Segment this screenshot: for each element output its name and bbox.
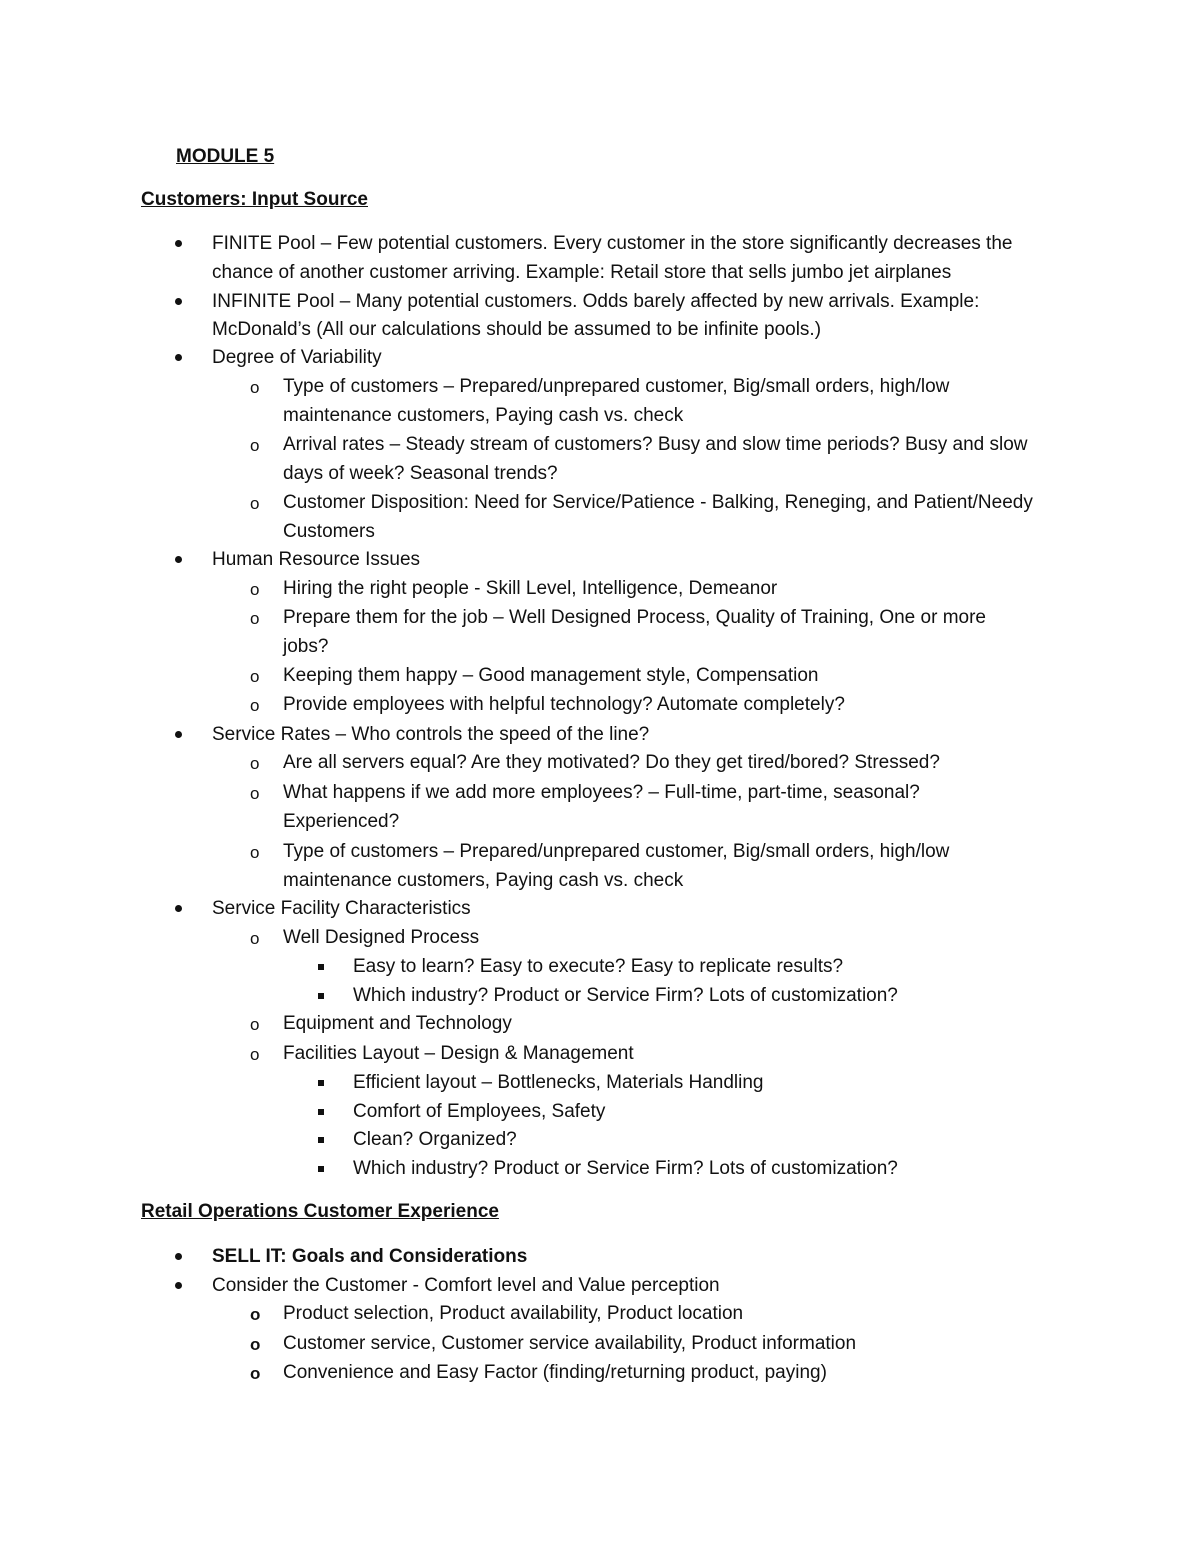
bullet-square (318, 1109, 324, 1115)
sub-item-process: Well Designed Process (283, 927, 480, 948)
bullet-square (318, 1080, 324, 1086)
bullet-circle: o (250, 929, 260, 948)
sub-sub-item-easy: Easy to learn? Easy to execute? Easy to replicate results? (353, 956, 844, 977)
list-item-finite-cont: chance of another customer arriving. Example: Retail store that sells jumbo jet airplanes (212, 262, 952, 283)
sub-item-disposition: Customer Disposition: Need for Service/Patience - Balking, Reneging, and Patient/Needy (283, 492, 1033, 513)
sub-item-type: Type of customers – Prepared/unprepared customer, Big/small orders, high/low (283, 376, 950, 397)
sub-sub-item-clean: Clean? Organized? (353, 1129, 517, 1150)
sub-item-service: Customer service, Customer service availability, Product information (283, 1333, 857, 1354)
bullet-disc (175, 905, 182, 912)
sub-item-prepare: Prepare them for the job – Well Designed Process, Quality of Training, One or more (283, 607, 986, 628)
bullet-disc (175, 1282, 182, 1289)
bullet-circle: o (250, 843, 260, 862)
bullet-disc (175, 240, 182, 247)
list-item-sell-it: SELL IT: Goals and Considerations (212, 1246, 528, 1267)
sub-item-disposition-cont: Customers (283, 521, 375, 542)
sub-item-convenience: Convenience and Easy Factor (finding/returning product, paying) (283, 1362, 827, 1383)
list-item-variability: Degree of Variability (212, 347, 382, 368)
bullet-circle: o (250, 667, 260, 686)
sub-item-equipment: Equipment and Technology (283, 1013, 512, 1034)
bullet-circle: o (250, 378, 260, 397)
list-item-consider: Consider the Customer - Comfort level and Value perception (212, 1275, 720, 1296)
list-item-hr: Human Resource Issues (212, 549, 421, 570)
sub-item-product: Product selection, Product availability, Product location (283, 1303, 744, 1324)
bullet-disc (175, 556, 182, 563)
sub-sub-item-industry-1: Which industry? Product or Service Firm? Lots of customization? (353, 985, 898, 1006)
bullet-circle: o (250, 696, 260, 715)
sub-item-prepare-cont: jobs? (283, 636, 329, 657)
bullet-disc (175, 1253, 182, 1260)
bullet-square (318, 993, 324, 999)
sub-item-arrival: Arrival rates – Steady stream of customers? Busy and slow time periods? Busy and slow (283, 434, 1028, 455)
bullet-disc (175, 354, 182, 361)
bullet-square (318, 1137, 324, 1143)
list-item-infinite: INFINITE Pool – Many potential customers. Odds barely affected by new arrivals. Example: (212, 291, 980, 312)
bullet-square (318, 964, 324, 970)
sub-item-hiring: Hiring the right people - Skill Level, Intelligence, Demeanor (283, 578, 778, 599)
bullet-circle: o (250, 609, 260, 628)
sub-sub-item-industry-2: Which industry? Product or Service Firm? Lots of customization? (353, 1158, 898, 1179)
sub-item-type-2-cont: maintenance customers, Paying cash vs. check (283, 870, 684, 891)
list-item-finite: FINITE Pool – Few potential customers. Every customer in the store significantly decreases the (212, 233, 1013, 254)
bullet-square (318, 1166, 324, 1172)
section-heading-customers: Customers: Input Source (141, 189, 368, 210)
sub-item-type-2: Type of customers – Prepared/unprepared customer, Big/small orders, high/low (283, 841, 950, 862)
sub-item-happy: Keeping them happy – Good management style, Compensation (283, 665, 819, 686)
bullet-disc (175, 298, 182, 305)
sub-item-layout: Facilities Layout – Design & Management (283, 1043, 634, 1064)
bullet-circle: o (250, 494, 260, 513)
bullet-circle: o (250, 1364, 261, 1383)
bullet-circle: o (250, 436, 260, 455)
sub-item-type-cont: maintenance customers, Paying cash vs. check (283, 405, 684, 426)
bullet-circle: o (250, 580, 260, 599)
bullet-circle: o (250, 784, 260, 803)
section-heading-retail: Retail Operations Customer Experience (141, 1201, 499, 1222)
bullet-circle: o (250, 754, 260, 773)
sub-item-more-employees: What happens if we add more employees? – Full-time, part-time, seasonal? (283, 782, 920, 803)
bullet-circle: o (250, 1305, 261, 1324)
bullet-circle: o (250, 1045, 260, 1064)
sub-item-more-employees-cont: Experienced? (283, 811, 400, 832)
list-item-facility: Service Facility Characteristics (212, 898, 471, 919)
bullet-circle: o (250, 1335, 261, 1354)
sub-item-servers: Are all servers equal? Are they motivated? Do they get tired/bored? Stressed? (283, 752, 940, 773)
page-title: MODULE 5 (176, 146, 275, 167)
sub-item-arrival-cont: days of week? Seasonal trends? (283, 463, 558, 484)
bullet-circle: o (250, 1015, 260, 1034)
bullet-disc (175, 731, 182, 738)
list-item-service-rates: Service Rates – Who controls the speed of the line? (212, 724, 650, 745)
sub-sub-item-comfort: Comfort of Employees, Safety (353, 1101, 606, 1122)
sub-sub-item-efficient: Efficient layout – Bottlenecks, Materials Handling (353, 1072, 764, 1093)
sub-item-technology: Provide employees with helpful technology? Automate completely? (283, 694, 845, 715)
list-item-infinite-cont: McDonald’s (All our calculations should be assumed to be infinite pools.) (212, 319, 822, 340)
